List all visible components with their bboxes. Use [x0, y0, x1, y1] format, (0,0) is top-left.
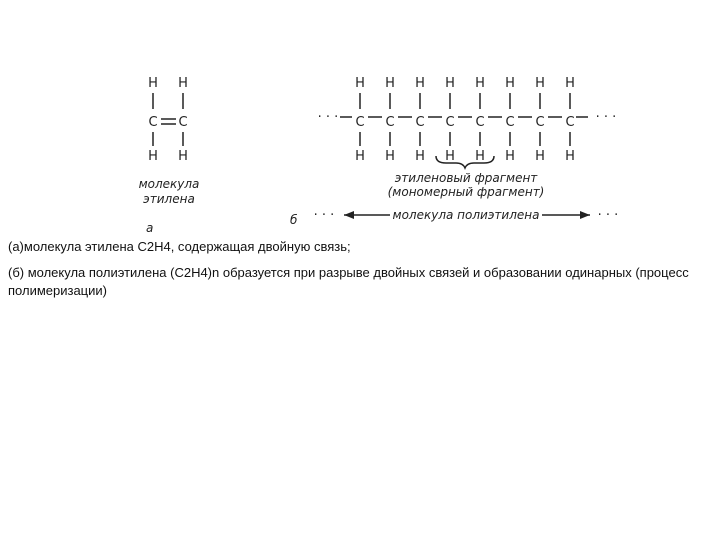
chain-h-top-1: H	[355, 76, 365, 91]
caption-polyethylene: (б) молекула полиэтилена (С2Н4)n образуется при разрыве двойных связей и образовании одинарных (процесс полимеризации)	[8, 265, 689, 298]
chain-carbon-5: C	[475, 115, 485, 130]
ethylene-h-bottom-left: H	[148, 149, 158, 164]
chain-h-top-8: H	[565, 76, 575, 91]
chain-h-top-6: H	[505, 76, 515, 91]
ethylene-label-line2: этилена	[143, 192, 195, 206]
polyethylene-chain	[318, 76, 617, 164]
chain-h-bottom-1: H	[355, 149, 365, 164]
chain-h-bottom-6: H	[505, 149, 515, 164]
ethylene-h-top-left: H	[148, 76, 158, 91]
ethylene-label-line1: молекула	[138, 177, 200, 191]
chain-h-bottom-4: H	[445, 149, 455, 164]
fragment-label-line1: этиленовый фрагмент	[394, 171, 538, 185]
chain-h-top-2: H	[385, 76, 395, 91]
ethylene-molecule	[148, 76, 188, 164]
arrow-ellipsis-left: · · ·	[313, 208, 335, 223]
chain-carbon-8: C	[565, 115, 575, 130]
arrow-ellipsis-right: · · ·	[597, 208, 619, 223]
chain-h-top-3: H	[415, 76, 425, 91]
polyethylene-label: молекула полиэтилена	[392, 208, 540, 222]
chain-carbon-4: C	[445, 115, 455, 130]
arrow-head-left	[344, 211, 354, 219]
ethylene-h-bottom-right: H	[178, 149, 188, 164]
polymerization-diagram	[0, 40, 640, 240]
ethylene-carbon-left: C	[148, 115, 158, 130]
chain-ellipsis-right: · · ·	[595, 110, 617, 125]
chain-h-bottom-3: H	[415, 149, 425, 164]
chain-h-top-4: H	[445, 76, 455, 91]
chain-carbon-7: C	[535, 115, 545, 130]
chain-ellipsis-left: · · ·	[317, 110, 339, 125]
chain-h-top-7: H	[535, 76, 545, 91]
ethylene-carbon-right: C	[178, 115, 188, 130]
arrow-head-right	[580, 211, 590, 219]
ethylene-h-top-right: H	[178, 76, 188, 91]
chain-h-bottom-7: H	[535, 149, 545, 164]
chain-h-bottom-8: H	[565, 149, 575, 164]
caption-ethylene: (а)молекула этилена С2Н4, содержащая двойную связь;	[8, 239, 351, 254]
chain-h-bottom-5: H	[475, 149, 485, 164]
chain-h-top-5: H	[475, 76, 485, 91]
chain-carbon-1: C	[355, 115, 365, 130]
chain-carbon-3: C	[415, 115, 425, 130]
fragment-label-line2: (мономерный фрагмент)	[387, 185, 545, 199]
chain-carbon-6: C	[505, 115, 515, 130]
chain-h-bottom-2: H	[385, 149, 395, 164]
panel-label-a: а	[146, 221, 154, 235]
panel-label-b: б	[290, 213, 298, 227]
chain-carbon-2: C	[385, 115, 395, 130]
